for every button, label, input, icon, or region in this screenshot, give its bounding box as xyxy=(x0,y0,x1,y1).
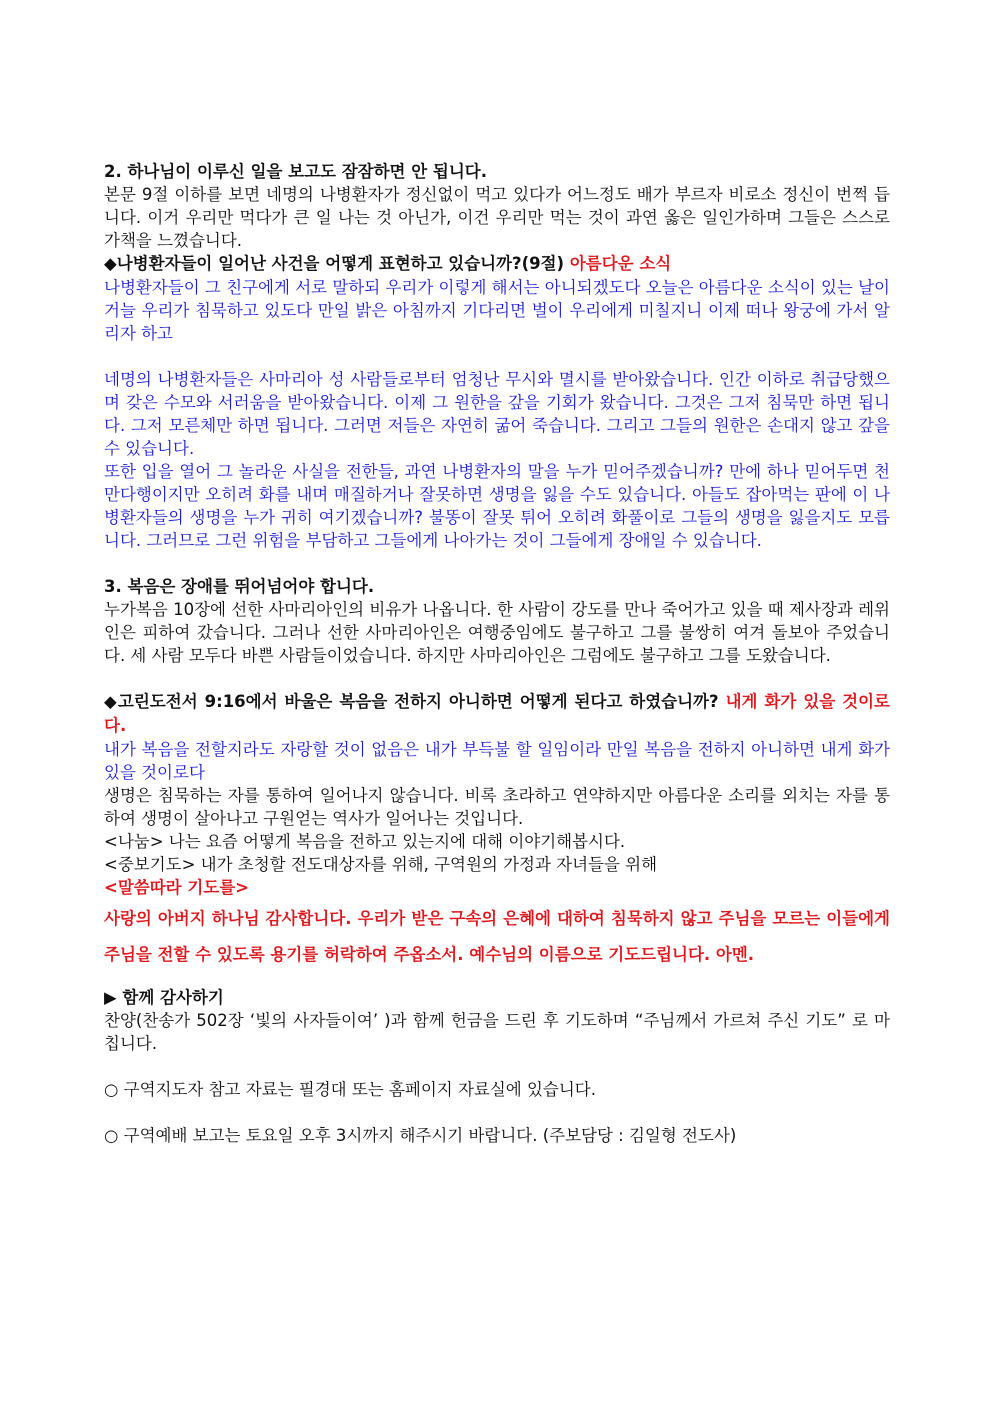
notice-item: ○ 구역지도자 참고 자료는 필경대 또는 홈페이지 자료실에 있습니다. xyxy=(104,1080,596,1099)
section-2-explanation-1: 네명의 나병환자들은 사마리아 성 사람들로부터 엄청난 무시와 멸시를 받아왔습니다. 인간 이하로 취급당했으며 갖은 수모와 서러움을 받아왔습니다. 이제 그 원한을 갚을 기회가 왔습니다. 그것은 그저 침묵만 하면 됩니다. 그저 모른체만 하면 됩니다. 그러면 저들은 자연히 굶어 죽습니다. 그리고 그들의 원한은 손대지 않고 갚을 수 있습니다. xyxy=(104,370,890,458)
spacer xyxy=(104,552,890,575)
intercession-line: <중보기도> 내가 초청할 전도대상자를 위해, 구역원의 가정과 자녀들을 위해 xyxy=(104,855,658,874)
section-3-explanation: 생명은 침묵하는 자를 통하여 일어나지 않습니다. 비록 초라하고 연약하지만 아름다운 소리를 외치는 자를 통하여 생명이 살아나고 구원얻는 역사가 일어나는 것입니다. xyxy=(104,786,890,828)
section-2-explanation-2: 또한 입을 열어 그 놀라운 사실을 전한들, 과연 나병환자의 말을 누가 믿어주겠습니까? 만에 하나 믿어두면 천만다행이지만 오히려 화를 내며 매질하거나 잘못하면 생명을 잃을 수도 있습니다. 아들도 잡아먹는 판에 이 나병환자들의 생명을 누가 귀히 여기겠습니까? 불똥이 잘못 튀어 오히려 화풀이로 그들의 생명을 잃을지도 모릅니다. 그러므로 그런 위험을 부담하고 그들에게 나아가는 것이 그들에게 장애일 수 있습니다. xyxy=(104,462,890,550)
section-2-answer: 아름다운 소식 xyxy=(569,254,672,273)
spacer xyxy=(104,1055,890,1078)
section-2-body: 본문 9절 이하를 보면 네명의 나병환자가 정신없이 먹고 있다가 어느정도 배가 부르자 비로소 정신이 번쩍 듭니다. 이거 우리만 먹다가 큰 일 나는 것 아닌가, 이건 우리만 먹는 것이 과연 옳은 일인가하며 그들은 스스로 가책을 느꼈습니다. xyxy=(104,185,890,250)
section-3-heading: 3. 복음은 장애를 뛰어넘어야 합니다. xyxy=(104,577,375,596)
prayer-text: 사랑의 아버지 하나님 감사합니다. 우리가 받은 구속의 은혜에 대하여 침묵하지 않고 주님을 모르는 이들에게 주님을 전할 수 있도록 용기를 허락하여 주옵소서. 예수님의 이름으로 기도드립니다. 아멘. xyxy=(104,909,890,964)
section-2-heading: 2. 하나님이 이루신 일을 보고도 잠잠하면 안 됩니다. xyxy=(104,162,488,181)
document-page xyxy=(104,160,890,1147)
prayer-label: <말씀따라 기도를> xyxy=(104,878,249,897)
section-3-answer: 내게 화가 있을 것이로다. xyxy=(104,692,890,735)
spacer xyxy=(104,972,890,986)
spacer xyxy=(104,667,890,690)
section-3-question: ◆고린도전서 9:16에서 바울은 복음을 전하지 아니하면 어떻게 된다고 하였습니까? xyxy=(104,692,719,711)
section-2-question-line xyxy=(104,252,890,276)
spacer xyxy=(104,345,890,368)
spacer xyxy=(104,1101,890,1124)
section-3-question-line xyxy=(104,690,890,738)
section-3-body: 누가복음 10장에 선한 사마리아인의 비유가 나옵니다. 한 사람이 강도를 만나 죽어가고 있을 때 제사장과 레위인은 피하여 갔습니다. 그러나 선한 사마리아인은 여행중임에도 불구하고 그를 불쌍히 여겨 돌보아 주었습니다. 세 사람 모두다 바쁜 사람들이었습니다. 하지만 사마리아인은 그럼에도 불구하고 그를 도왔습니다. xyxy=(104,600,890,665)
sharing-line: <나눔> 나는 요즘 어떻게 복음을 전하고 있는지에 대해 이야기해봅시다. xyxy=(104,832,626,851)
thanks-body: 찬양(찬송가 502장 ‘빛의 사자들이여’ )과 함께 헌금을 드린 후 기도하며 “주님께서 가르쳐 주신 기도” 로 마칩니다. xyxy=(104,1011,890,1053)
section-2-question: ◆나병환자들이 일어난 사건을 어떻게 표현하고 있습니까?(9절) xyxy=(104,254,565,273)
section-3-verse: 내가 복음을 전할지라도 자랑할 것이 없음은 내가 부득불 할 일임이라 만일 복음을 전하지 아니하면 내게 화가 있을 것이로다 xyxy=(104,740,890,782)
section-2-verse: 나병환자들이 그 친구에게 서로 말하되 우리가 이렇게 해서는 아니되겠도다 오늘은 아름다운 소식이 있는 날이거늘 우리가 침묵하고 있도다 만일 밝은 아침까지 기다리면 벌이 우리에게 미칠지니 이제 떠나 왕궁에 가서 알리자 하고 xyxy=(104,278,890,343)
notice-item: ○ 구역예배 보고는 토요일 오후 3시까지 해주시기 바랍니다. (주보담당 : 김일형 전도사) xyxy=(104,1126,737,1145)
thanks-heading: ▶ 함께 감사하기 xyxy=(104,988,224,1007)
